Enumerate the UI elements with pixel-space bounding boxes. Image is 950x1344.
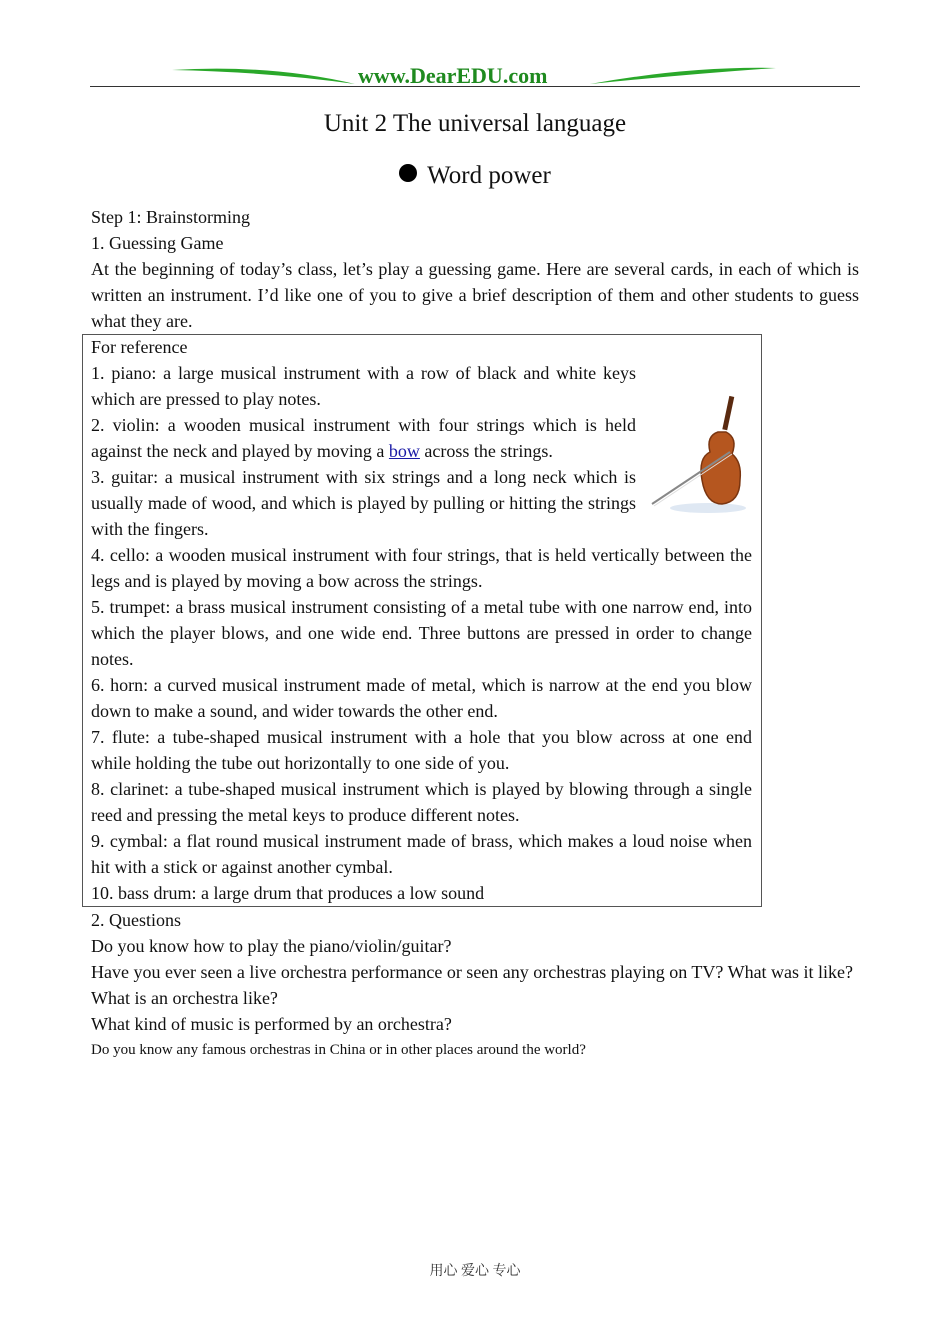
- reference-heading: For reference: [91, 337, 188, 357]
- reference-item: 3. guitar: a musical instrument with six strings and a long neck which is usually made of wood, and which is played by pulling or hitting the strings with the fingers.: [91, 467, 636, 539]
- question-item: Do you know how to play the piano/violin/guitar?: [91, 936, 452, 956]
- intro-paragraph: At the beginning of today’s class, let’s play a guessing game. Here are several cards, in each of which is written an instrument. I’d like one of you to give a brief description of them and other students to guess what they are.: [91, 259, 859, 331]
- questions: [91, 907, 859, 1063]
- page-footer: 用心 爱心 专心: [429, 1264, 521, 1279]
- violin-image: [648, 392, 748, 514]
- dearedu-logo: [170, 62, 780, 88]
- reference-item: 7. flute: a tube-shaped musical instrument with a hole that you blow across at one end while holding the tube out horizontally to one side of you.: [91, 727, 752, 773]
- reference-item: 10. bass drum: a large drum that produces a low sound: [91, 883, 485, 903]
- bullet-icon: [399, 164, 417, 182]
- questions-heading: 2. Questions: [91, 910, 181, 930]
- item-text: across the strings.: [419, 441, 553, 461]
- page-title: Unit 2 The universal language: [323, 110, 627, 137]
- reference-item: [91, 412, 636, 464]
- bow-link[interactable]: bow: [388, 441, 420, 461]
- step-heading: Step 1: Brainstorming: [91, 207, 250, 227]
- question-item: Do you know any famous orchestras in China or in other places around the world?: [91, 1042, 586, 1058]
- question-item: Have you ever seen a live orchestra performance or seen any orchestras playing on TV? What was it like?: [91, 962, 854, 982]
- reference-item: 4. cello: a wooden musical instrument with four strings, that is held vertically between the legs and is played by moving a bow across the strings.: [91, 545, 752, 591]
- header-rule: [90, 86, 860, 87]
- reference-item: 1. piano: a large musical instrument with a row of black and white keys which are pressed to play notes.: [91, 363, 636, 409]
- reference-item: 8. clarinet: a tube-shaped musical instrument which is played by blowing through a single reed and pressing the metal keys to produce different notes.: [91, 779, 752, 825]
- reference-item: 5. trumpet: a brass musical instrument consisting of a metal tube with one narrow end, into which the player blows, and one wide end. Three buttons are pressed in order to change notes.: [91, 597, 752, 669]
- item-text: 2. violin: a wooden musical instrument with four strings which is held against the neck and played by moving a: [91, 415, 636, 461]
- question-item: What kind of music is performed by an orchestra?: [91, 1014, 452, 1034]
- subsection-heading: 1. Guessing Game: [91, 233, 224, 253]
- question-item: What is an orchestra like?: [91, 988, 278, 1008]
- section-title-text: Word power: [427, 162, 551, 189]
- intro: [91, 204, 859, 334]
- reference-item: 9. cymbal: a flat round musical instrument made of brass, which makes a loud noise when hit with a stick or against another cymbal.: [91, 831, 752, 877]
- logo-text: www.DearEDU.com: [358, 63, 548, 88]
- reference-item: 6. horn: a curved musical instrument made of metal, which is narrow at the end you blow down to make a sound, and wider towards the other end.: [91, 675, 752, 721]
- section-title: [0, 162, 950, 190]
